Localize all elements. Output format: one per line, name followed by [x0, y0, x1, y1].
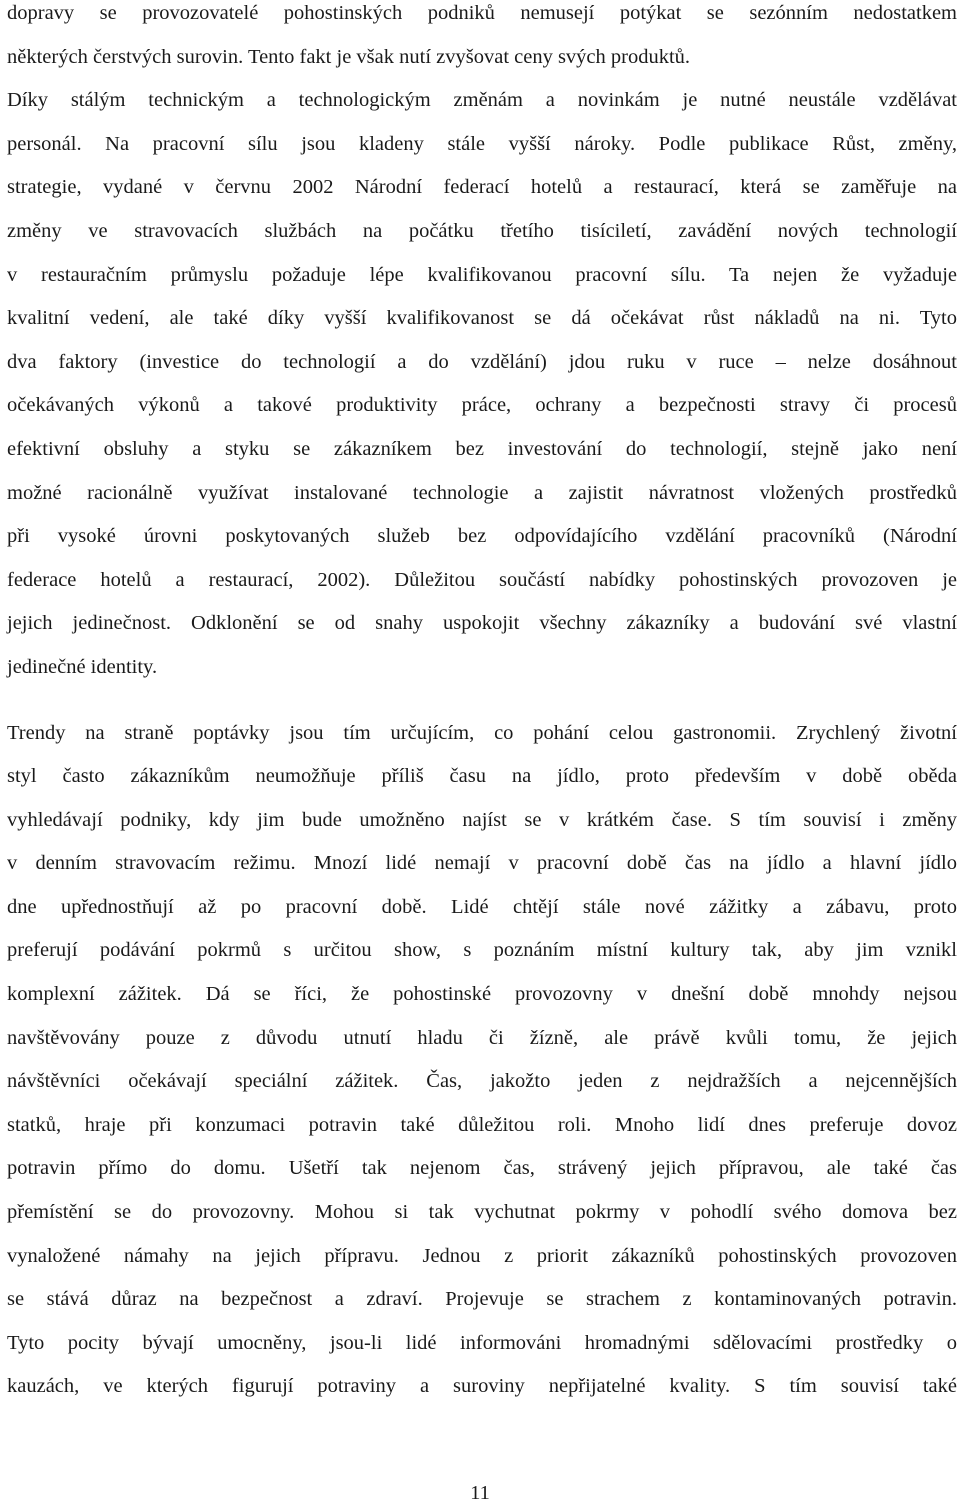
- text-line: se stává důraz na bezpečnost a zdraví. Projevuje se strachem z kontaminovaných potravin.: [7, 1288, 957, 1311]
- text-line: vyhledávají podniky, kdy jim bude umožněno najíst se v krátkém čase. S tím souvisí i změny: [7, 808, 957, 831]
- text-line: potravin přímo do domu. Ušetří tak nejenom čas, strávený jejich přípravou, ale také čas: [7, 1157, 957, 1180]
- paragraph-gap: [7, 690, 957, 712]
- text-line: personál. Na pracovní sílu jsou kladeny stále vyšší nároky. Podle publikace Růst, změny,: [7, 132, 957, 155]
- text-line: možné racionálně využívat instalované technologie a zajistit návratnost vložených prostředků: [7, 481, 957, 504]
- document-page: [7, 0, 957, 1409]
- text-line: Trendy na straně poptávky jsou tím určujícím, co pohání celou gastronomii. Zrychlený životní: [7, 721, 957, 744]
- text-line: statků, hraje při konzumaci potravin také důležitou roli. Mnoho lidí dnes preferuje dovoz: [7, 1113, 957, 1136]
- text-line: dva faktory (investice do technologií a do vzdělání) jdou ruku v ruce – nelze dosáhnout: [7, 350, 957, 373]
- text-line: očekávaných výkonů a takové produktivity práce, ochrany a bezpečnosti stravy či procesů: [7, 394, 957, 417]
- paragraph-3: [7, 712, 957, 1410]
- text-line: návštěvníci očekávají speciální zážitek. Čas, jakožto jeden z nejdražších a nejcennějších: [7, 1070, 957, 1093]
- text-line: jejich jedinečnost. Odklonění se od snahy uspokojit všechny zákazníky a budování své vlastní: [7, 612, 957, 635]
- paragraph-1: [7, 0, 957, 79]
- text-line: navštěvovány pouze z důvodu utnutí hladu či žízně, ale právě kvůli tomu, že jejich: [7, 1026, 957, 1049]
- text-line: v denním stravovacím režimu. Mnozí lidé nemají v pracovní době čas na jídlo a hlavní jídlo: [7, 852, 957, 875]
- text-line: přemístění se do provozovny. Mohou si tak vychutnat pokrmy v pohodlí svého domova bez: [7, 1201, 957, 1224]
- text-line: v restauračním průmyslu požaduje lépe kvalifikovanou pracovní sílu. Ta nejen že vyžaduje: [7, 263, 957, 286]
- text-line: federace hotelů a restaurací, 2002). Důležitou součástí nabídky pohostinských provozoven je: [7, 568, 957, 591]
- text-line: dopravy se provozovatelé pohostinských podniků nemusejí potýkat se sezónním nedostatkem: [7, 2, 957, 24]
- text-line: vynaložené námahy na jejich přípravu. Jednou z priorit zákazníků pohostinských provozoven: [7, 1244, 957, 1267]
- text-line: některých čerstvých surovin. Tento fakt je však nutí zvyšovat ceny svých produktů.: [7, 45, 691, 68]
- page-number: 11: [470, 1482, 490, 1504]
- text-line: dne upřednostňují až po pracovní době. Lidé chtějí stále nové zážitky a zábavu, proto: [7, 895, 957, 918]
- text-line: při vysoké úrovni poskytovaných služeb bez odpovídajícího vzdělání pracovníků (Národní: [7, 525, 957, 548]
- text-line: komplexní zážitek. Dá se říci, že pohostinské provozovny v dnešní době mnohdy nejsou: [7, 983, 957, 1006]
- text-line: jedinečné identity.: [7, 655, 158, 678]
- text-line: preferují podávání pokrmů s určitou show, s poznáním místní kultury tak, aby jim vznikl: [7, 939, 957, 962]
- text-line: kvalitní vedení, ale také díky vyšší kvalifikovanost se dá očekávat růst nákladů na ni. Tyto: [7, 307, 957, 330]
- paragraph-2: [7, 79, 957, 689]
- text-line: styl často zákazníkům neumožňuje příliš času na jídlo, proto především v době oběda: [7, 765, 957, 788]
- text-line: kauzách, ve kterých figurují potraviny a suroviny nepřijatelné kvality. S tím souvisí také: [7, 1375, 957, 1398]
- text-line: efektivní obsluhy a styku se zákazníkem bez investování do technologií, stejně jako není: [7, 437, 957, 460]
- text-line: Díky stálým technickým a technologickým změnám a novinkám je nutné neustále vzdělávat: [7, 89, 957, 112]
- text-line: změny ve stravovacích službách na počátku třetího tisíciletí, zavádění nových technologií: [7, 219, 957, 242]
- text-line: Tyto pocity bývají umocněny, jsou-li lidé informováni hromadnými sdělovacími prostředky o: [7, 1331, 957, 1354]
- text-line: strategie, vydané v červnu 2002 Národní federací hotelů a restaurací, která se zaměřuje na: [7, 176, 957, 199]
